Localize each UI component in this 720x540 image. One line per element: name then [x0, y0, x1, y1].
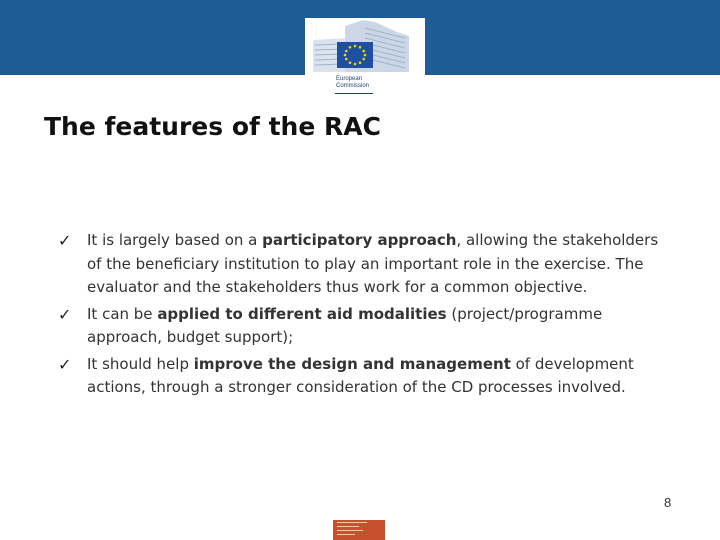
bullet-item-3: [58, 353, 668, 400]
bullet-1-text-post: , allowing the stakeholders of the beneficiary institution to play an important role in the exercise. The evaluator and the stakeholders thus work for a common objective.: [87, 231, 659, 296]
footer-logo: [333, 520, 385, 540]
european-commission-logo: [305, 18, 425, 100]
checkmark-icon: ✓: [58, 304, 72, 324]
bullet-1-text-bold: participatory approach: [262, 231, 457, 249]
page-number: 8: [664, 495, 672, 510]
bullet-2-text-bold: applied to different aid modalities: [157, 304, 447, 323]
checkmark-icon: ✓: [58, 354, 72, 374]
bullet-list: [58, 229, 668, 403]
slide-title: The features of the RAC: [44, 112, 381, 141]
bullet-2-text-post: (project/programme approach, budget support);: [87, 304, 603, 346]
bullet-2-text-pre: It can be: [87, 304, 158, 323]
bullet-item-1: [58, 229, 668, 300]
checkmark-icon: ✓: [58, 231, 72, 250]
logo-line-commission: Commission: [336, 83, 370, 89]
logo-text: [336, 76, 369, 90]
bullet-1-text-pre: It is largely based on a: [87, 231, 263, 249]
footer-logo-lines: [337, 522, 367, 538]
bullet-3-text-bold: improve the design and management: [193, 354, 511, 373]
bullet-3-text-pre: It should help: [87, 354, 194, 373]
logo-line-european: European: [336, 76, 363, 82]
bullet-3-text-post: of development actions, through a stronger consideration of the CD processes involved.: [87, 354, 634, 396]
bullet-item-2: [58, 303, 668, 350]
